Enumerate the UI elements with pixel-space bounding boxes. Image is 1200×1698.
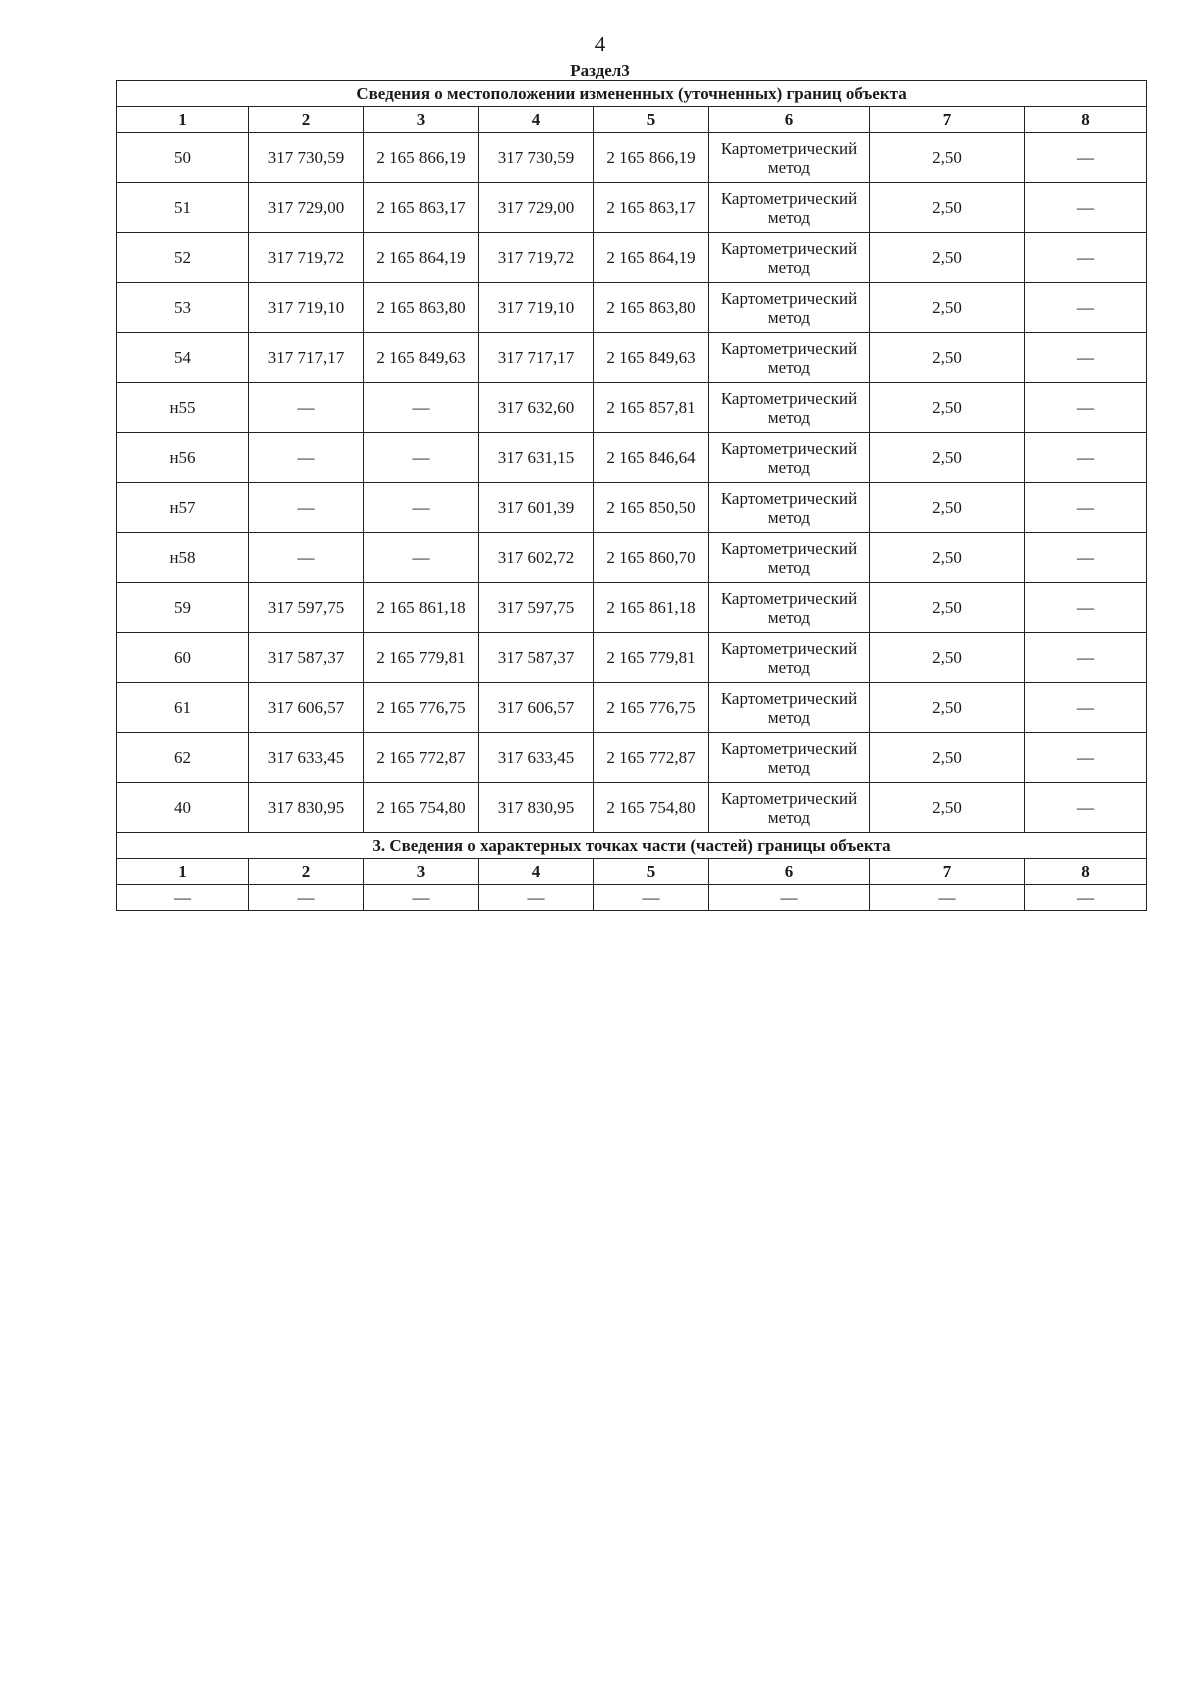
table-cell: Картометрический метод bbox=[709, 733, 870, 783]
table-cell: 317 717,17 bbox=[249, 333, 364, 383]
table-cell: Картометрический метод bbox=[709, 633, 870, 683]
table-row bbox=[117, 885, 1147, 911]
column-header: 5 bbox=[594, 107, 709, 133]
table-cell: 317 830,95 bbox=[249, 783, 364, 833]
table-cell: 317 717,17 bbox=[479, 333, 594, 383]
table-cell: 317 830,95 bbox=[479, 783, 594, 833]
table-cell: — bbox=[1025, 333, 1147, 383]
table-cell: — bbox=[1025, 533, 1147, 583]
table-cell: 317 719,10 bbox=[479, 283, 594, 333]
table-row bbox=[117, 483, 1147, 533]
table-cell: 2 165 863,17 bbox=[594, 183, 709, 233]
table-cell: 62 bbox=[117, 733, 249, 783]
table-caption: 3. Сведения о характерных точках части (частей) границы объекта bbox=[117, 833, 1147, 859]
column-header: 2 bbox=[249, 859, 364, 885]
table-cell: — bbox=[364, 483, 479, 533]
table-row bbox=[117, 383, 1147, 433]
table-cell: — bbox=[1025, 433, 1147, 483]
table-cell: 61 bbox=[117, 683, 249, 733]
table-cell: 2 165 776,75 bbox=[594, 683, 709, 733]
table-cell: 2,50 bbox=[870, 633, 1025, 683]
table-cell: 2 165 772,87 bbox=[594, 733, 709, 783]
column-header: 6 bbox=[709, 107, 870, 133]
section-title: Раздел3 bbox=[570, 61, 630, 80]
table-cell: 2 165 849,63 bbox=[594, 333, 709, 383]
table-cell: 2,50 bbox=[870, 583, 1025, 633]
table-cell: — bbox=[1025, 733, 1147, 783]
table-cell: — bbox=[249, 483, 364, 533]
table-row bbox=[117, 183, 1147, 233]
table-cell: 40 bbox=[117, 783, 249, 833]
table-cell: Картометрический метод bbox=[709, 383, 870, 433]
table-cell: 2,50 bbox=[870, 683, 1025, 733]
table-cell: 317 730,59 bbox=[249, 133, 364, 183]
column-header: 7 bbox=[870, 859, 1025, 885]
table-cell: — bbox=[249, 433, 364, 483]
column-header: 1 bbox=[117, 859, 249, 885]
column-header: 2 bbox=[249, 107, 364, 133]
table-cell: — bbox=[1025, 683, 1147, 733]
table-cell: — bbox=[1025, 583, 1147, 633]
table-cell: — bbox=[1025, 233, 1147, 283]
table-row bbox=[117, 433, 1147, 483]
table-cell: 2,50 bbox=[870, 783, 1025, 833]
table-cell: 317 587,37 bbox=[249, 633, 364, 683]
table-cell: — bbox=[709, 885, 870, 911]
table-cell: Картометрический метод bbox=[709, 183, 870, 233]
table-cell: — bbox=[1025, 885, 1147, 911]
table-cell: 317 601,39 bbox=[479, 483, 594, 533]
table-cell: Картометрический метод bbox=[709, 433, 870, 483]
table-row bbox=[117, 533, 1147, 583]
table-caption-row bbox=[117, 81, 1147, 107]
table-cell: 50 bbox=[117, 133, 249, 183]
table-cell: 2 165 850,50 bbox=[594, 483, 709, 533]
column-header: 8 bbox=[1025, 859, 1147, 885]
column-header: 4 bbox=[479, 107, 594, 133]
table-cell: 317 606,57 bbox=[249, 683, 364, 733]
table-cell: 2 165 772,87 bbox=[364, 733, 479, 783]
table-cell: — bbox=[364, 433, 479, 483]
table-cell: 2,50 bbox=[870, 533, 1025, 583]
table-cell: — bbox=[249, 885, 364, 911]
table-cell: 2 165 861,18 bbox=[594, 583, 709, 633]
table-cell: 2 165 860,70 bbox=[594, 533, 709, 583]
table-cell: 51 bbox=[117, 183, 249, 233]
table-cell: Картометрический метод bbox=[709, 533, 870, 583]
table-cell: 2 165 754,80 bbox=[364, 783, 479, 833]
table-cell: Картометрический метод bbox=[709, 783, 870, 833]
table-cell: — bbox=[364, 885, 479, 911]
table-caption-row bbox=[117, 833, 1147, 859]
table-cell: 2 165 849,63 bbox=[364, 333, 479, 383]
table-cell: 317 587,37 bbox=[479, 633, 594, 683]
table-cell: 317 631,15 bbox=[479, 433, 594, 483]
table-cell: — bbox=[1025, 383, 1147, 433]
table-cell: — bbox=[364, 533, 479, 583]
column-header: 5 bbox=[594, 859, 709, 885]
table-cell: 52 bbox=[117, 233, 249, 283]
table-row bbox=[117, 583, 1147, 633]
table-cell: 59 bbox=[117, 583, 249, 633]
table-cell: 317 633,45 bbox=[249, 733, 364, 783]
table-cell: н55 bbox=[117, 383, 249, 433]
column-header: 3 bbox=[364, 107, 479, 133]
table-cell: 2 165 863,80 bbox=[364, 283, 479, 333]
table-cell: н58 bbox=[117, 533, 249, 583]
table-cell: Картометрический метод bbox=[709, 333, 870, 383]
table-cell: 2,50 bbox=[870, 133, 1025, 183]
table-row bbox=[117, 783, 1147, 833]
table-cell: 317 606,57 bbox=[479, 683, 594, 733]
column-header: 8 bbox=[1025, 107, 1147, 133]
table-cell: 317 719,72 bbox=[479, 233, 594, 283]
table-cell: Картометрический метод bbox=[709, 133, 870, 183]
table-cell: н56 bbox=[117, 433, 249, 483]
table-cell: 53 bbox=[117, 283, 249, 333]
table-cell: Картометрический метод bbox=[709, 583, 870, 633]
table-cell: 2 165 779,81 bbox=[364, 633, 479, 683]
coordinates-table bbox=[116, 80, 1147, 911]
table-cell: 2 165 864,19 bbox=[364, 233, 479, 283]
column-header: 3 bbox=[364, 859, 479, 885]
table-cell: 2,50 bbox=[870, 383, 1025, 433]
table-cell: Картометрический метод bbox=[709, 233, 870, 283]
table-cell: 317 597,75 bbox=[479, 583, 594, 633]
column-header: 1 bbox=[117, 107, 249, 133]
column-header: 4 bbox=[479, 859, 594, 885]
column-header-row bbox=[117, 859, 1147, 885]
table-cell: — bbox=[364, 383, 479, 433]
table-cell: 2 165 863,17 bbox=[364, 183, 479, 233]
table-cell: — bbox=[870, 885, 1025, 911]
table-cell: — bbox=[249, 383, 364, 433]
table-row bbox=[117, 233, 1147, 283]
table-cell: Картометрический метод bbox=[709, 483, 870, 533]
table-cell: — bbox=[1025, 483, 1147, 533]
table-cell: 2,50 bbox=[870, 183, 1025, 233]
table-cell: 2 165 754,80 bbox=[594, 783, 709, 833]
table-cell: — bbox=[594, 885, 709, 911]
table-cell: 2,50 bbox=[870, 483, 1025, 533]
table-row bbox=[117, 133, 1147, 183]
table-row bbox=[117, 333, 1147, 383]
table-cell: 317 719,10 bbox=[249, 283, 364, 333]
table-cell: — bbox=[117, 885, 249, 911]
table-cell: 2,50 bbox=[870, 233, 1025, 283]
table-row bbox=[117, 733, 1147, 783]
table-cell: 317 602,72 bbox=[479, 533, 594, 583]
table-cell: Картометрический метод bbox=[709, 283, 870, 333]
table-cell: 2 165 776,75 bbox=[364, 683, 479, 733]
table-cell: 2 165 866,19 bbox=[594, 133, 709, 183]
table-cell: 2 165 857,81 bbox=[594, 383, 709, 433]
table-row bbox=[117, 683, 1147, 733]
table-cell: — bbox=[1025, 783, 1147, 833]
column-header-row bbox=[117, 107, 1147, 133]
table-cell: — bbox=[1025, 183, 1147, 233]
table-cell: Картометрический метод bbox=[709, 683, 870, 733]
table-cell: 2 165 779,81 bbox=[594, 633, 709, 683]
page-number: 4 bbox=[594, 32, 606, 56]
table-row bbox=[117, 283, 1147, 333]
table-cell: н57 bbox=[117, 483, 249, 533]
column-header: 7 bbox=[870, 107, 1025, 133]
table-caption: Сведения о местоположении измененных (уточненных) границ объекта bbox=[117, 81, 1147, 107]
table-cell: 2 165 846,64 bbox=[594, 433, 709, 483]
table-cell: 2 165 861,18 bbox=[364, 583, 479, 633]
table-cell: 317 632,60 bbox=[479, 383, 594, 433]
table-cell: 2 165 863,80 bbox=[594, 283, 709, 333]
column-header: 6 bbox=[709, 859, 870, 885]
table-cell: 317 730,59 bbox=[479, 133, 594, 183]
table-cell: — bbox=[1025, 633, 1147, 683]
table-row bbox=[117, 633, 1147, 683]
table-cell: 317 719,72 bbox=[249, 233, 364, 283]
table-cell: 2 165 864,19 bbox=[594, 233, 709, 283]
table-cell: 317 729,00 bbox=[249, 183, 364, 233]
table-cell: — bbox=[249, 533, 364, 583]
table-cell: 2,50 bbox=[870, 433, 1025, 483]
table-cell: 2,50 bbox=[870, 283, 1025, 333]
table-cell: 2,50 bbox=[870, 733, 1025, 783]
table-cell: — bbox=[1025, 133, 1147, 183]
table-cell: 317 633,45 bbox=[479, 733, 594, 783]
table-cell: — bbox=[479, 885, 594, 911]
table-cell: 54 bbox=[117, 333, 249, 383]
table-cell: 317 729,00 bbox=[479, 183, 594, 233]
table-cell: 60 bbox=[117, 633, 249, 683]
table-cell: 2,50 bbox=[870, 333, 1025, 383]
table-cell: — bbox=[1025, 283, 1147, 333]
table-cell: 317 597,75 bbox=[249, 583, 364, 633]
table-cell: 2 165 866,19 bbox=[364, 133, 479, 183]
